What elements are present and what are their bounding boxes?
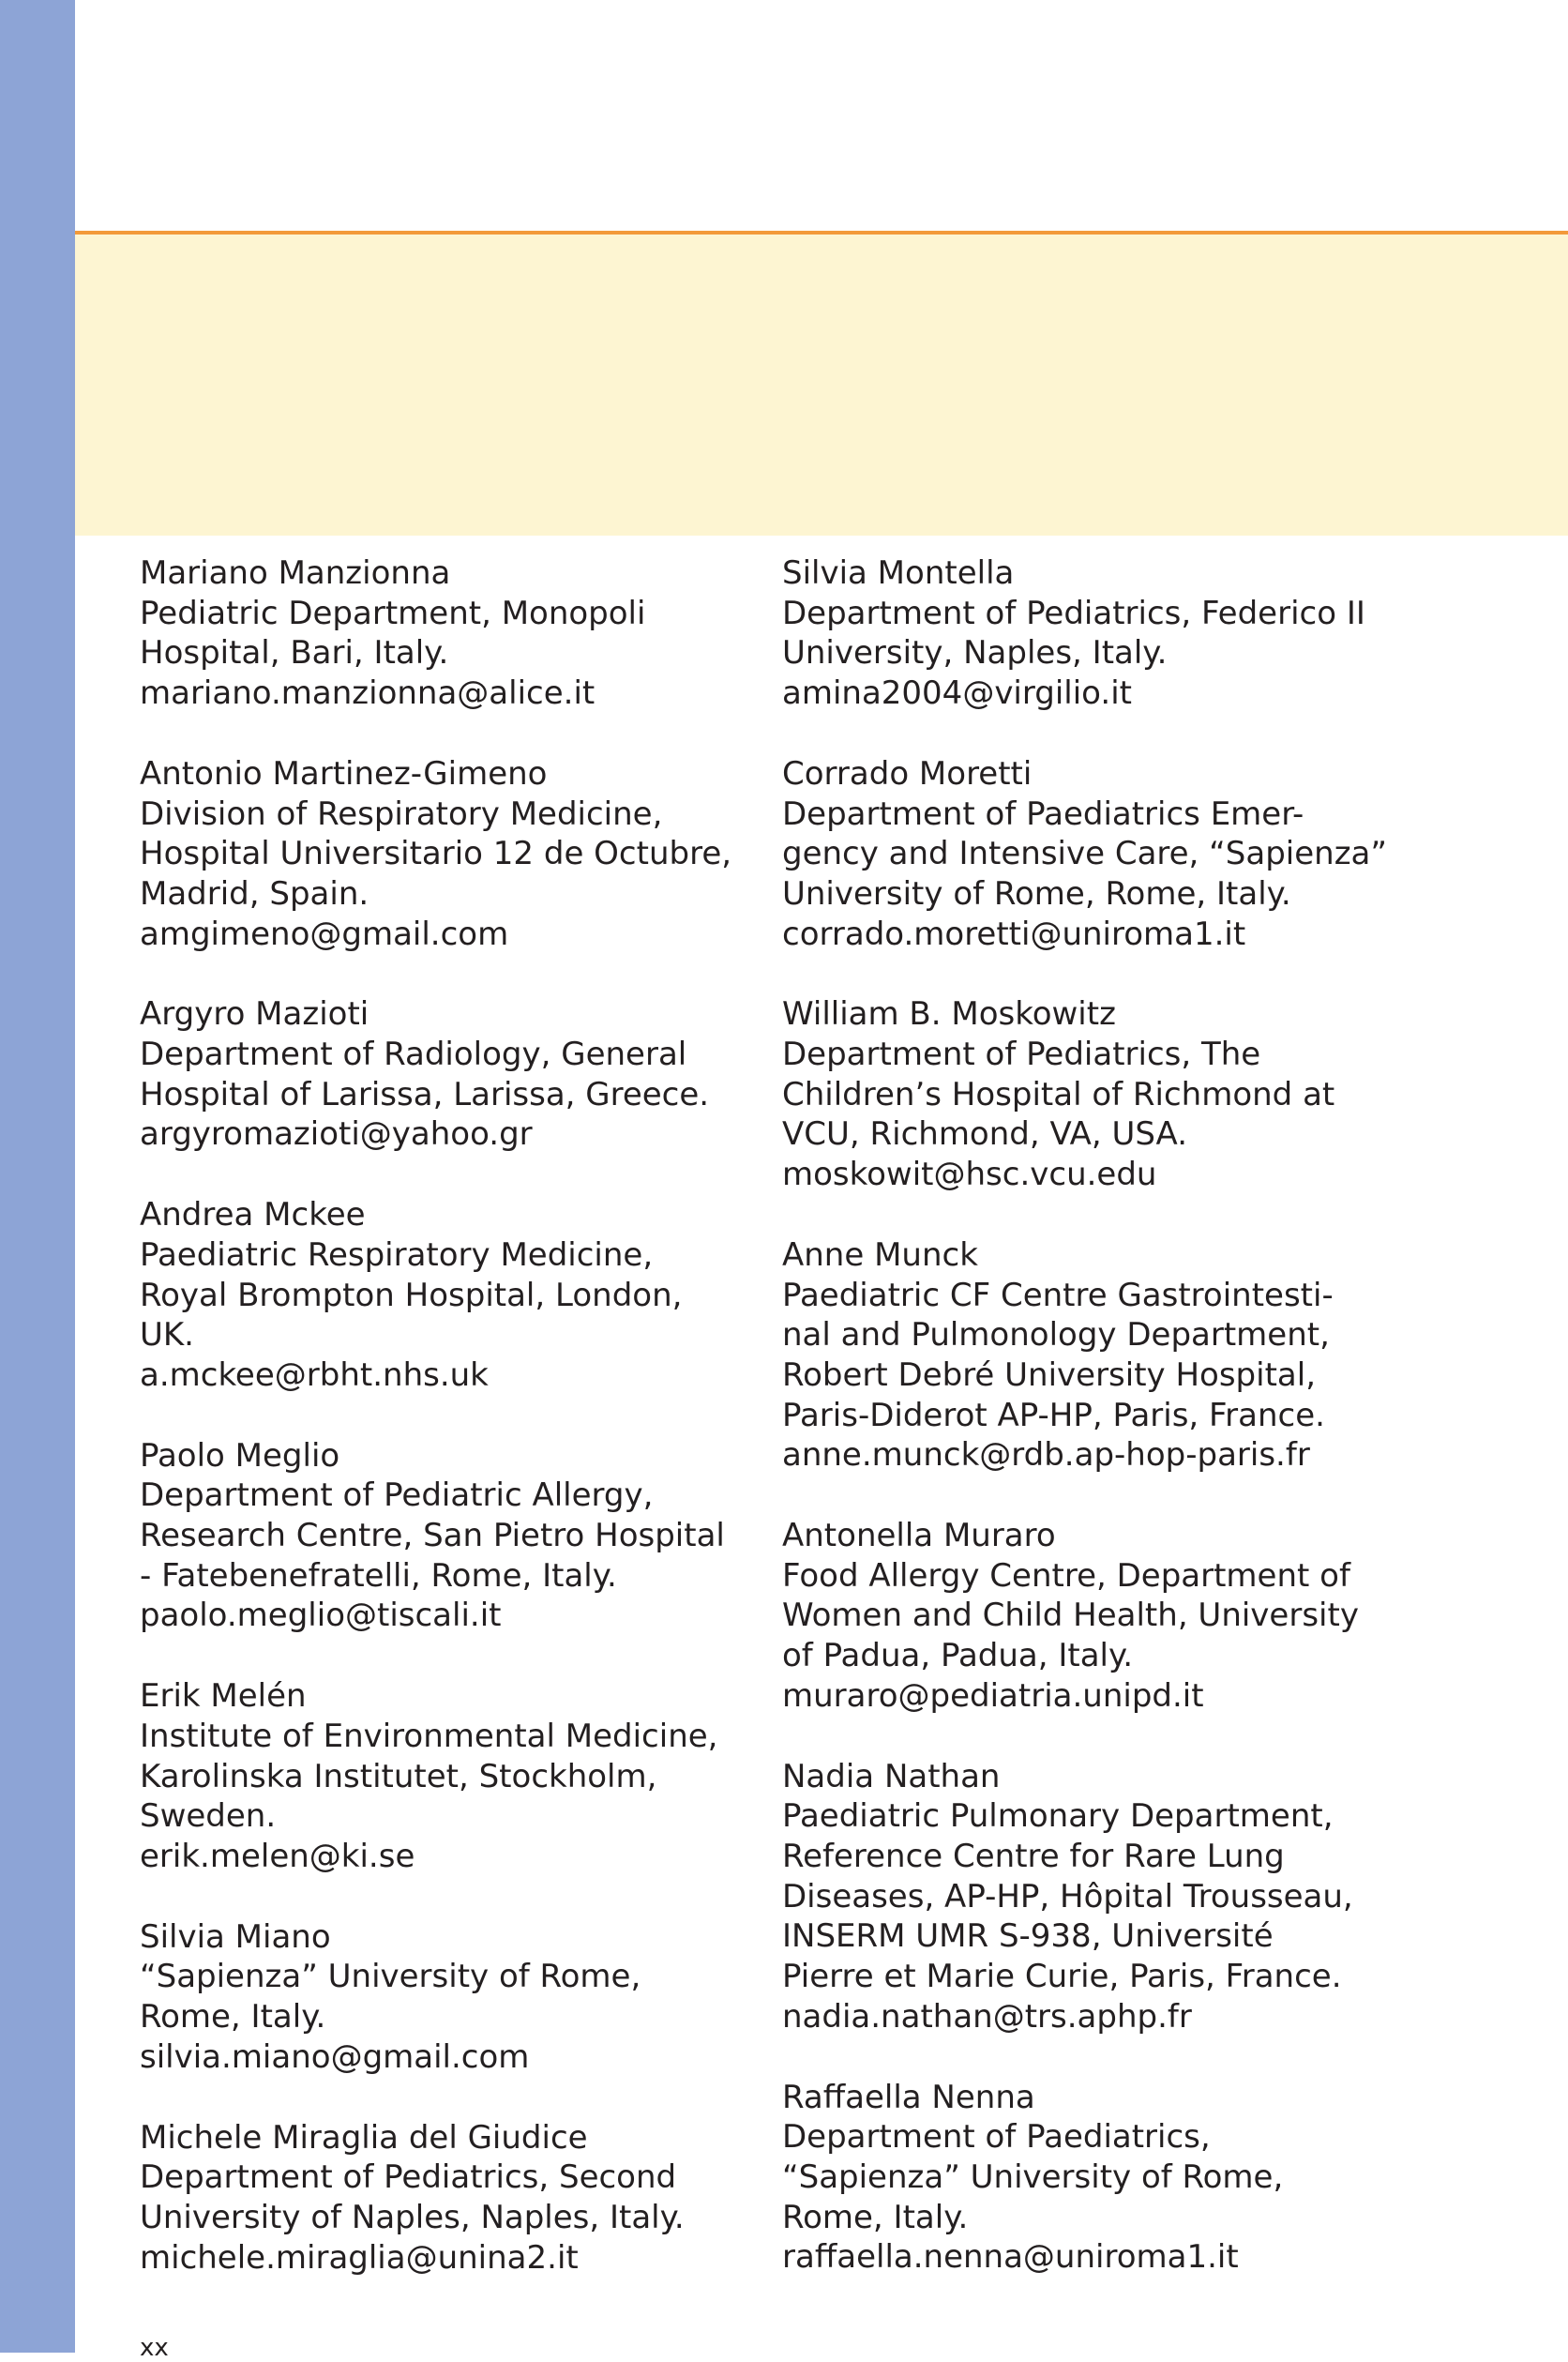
contributor-affiliation: Paediatric CF Centre Gastrointesti-	[782, 1276, 1334, 1314]
contributor-name: Silvia Miano	[140, 1917, 331, 1956]
contributor-email: moskowit@hsc.vcu.edu	[782, 1156, 1157, 1194]
contributor-name: Mariano Manzionna	[140, 554, 451, 592]
header-rule	[75, 231, 1568, 235]
contributor-email: amgimeno@gmail.com	[140, 915, 509, 953]
contributor-affiliation: Division of Respiratory Medicine,	[140, 795, 663, 833]
contributor-entry	[782, 994, 1401, 1195]
contributor-name: Argyro Mazioti	[140, 995, 369, 1034]
side-color-bar	[0, 0, 75, 2353]
contributor-affiliation: “Sapienza” University of Rome,	[140, 1958, 641, 1996]
contributor-name: Nadia Nathan	[782, 1757, 1001, 1795]
contributor-affiliation: Hospital Universitario 12 de Octubre,	[140, 835, 732, 873]
contributor-affiliation: Women and Child Health, University	[782, 1597, 1359, 1635]
contributor-entry	[140, 1195, 759, 1396]
contributor-entry	[140, 1676, 759, 1877]
contributor-affiliation: University of Naples, Naples, Italy.	[140, 2198, 685, 2236]
contributor-entry	[782, 1516, 1401, 1717]
contributor-name: Raffaella Nenna	[782, 2078, 1035, 2116]
contributor-affiliation: Research Centre, San Pietro Hospital	[140, 1517, 725, 1555]
contributor-entry	[782, 1235, 1401, 1476]
contributor-email: a.mckee@rbht.nhs.uk	[140, 1355, 489, 1394]
contributor-entry	[782, 553, 1401, 714]
contributor-name: Antonella Muraro	[782, 1517, 1056, 1555]
header-band	[75, 233, 1568, 536]
contributor-email: raffaella.nenna@uniroma1.it	[782, 2238, 1239, 2277]
page-number: xx	[140, 2334, 169, 2362]
contributor-affiliation: Hospital of Larissa, Larissa, Greece.	[140, 1075, 710, 1113]
contributor-entry	[140, 1436, 759, 1637]
contributor-name: Erik Melén	[140, 1677, 307, 1716]
contributor-entry	[782, 2078, 1401, 2279]
contributor-affiliation: gency and Intensive Care, “Sapienza”	[782, 835, 1387, 873]
contributor-email: paolo.meglio@tiscali.it	[140, 1597, 502, 1635]
contributor-email: argyromazioti@yahoo.gr	[140, 1115, 533, 1154]
contributor-affiliation: Sweden.	[140, 1797, 277, 1836]
contributor-affiliation: Department of Paediatrics Emer-	[782, 795, 1304, 833]
contributor-name: Silvia Montella	[782, 554, 1015, 592]
contributor-name: William B. Moskowitz	[782, 995, 1116, 1034]
contributor-affiliation: Department of Radiology, General	[140, 1036, 687, 1074]
contributor-name: Corrado Moretti	[782, 754, 1033, 793]
contributor-email: nadia.nathan@trs.aphp.fr	[782, 1997, 1192, 2036]
contributor-email: amina2004@virgilio.it	[782, 674, 1132, 713]
contributor-affiliation: Hospital, Bari, Italy.	[140, 634, 449, 673]
contributor-affiliation: Rome, Italy.	[782, 2198, 969, 2236]
contributor-email: erik.melen@ki.se	[140, 1837, 415, 1875]
contributor-affiliation: nal and Pulmonology Department,	[782, 1316, 1330, 1355]
contributor-affiliation: Robert Debré University Hospital,	[782, 1355, 1317, 1394]
contributor-affiliation: INSERM UMR S-938, Université	[782, 1917, 1274, 1956]
contributor-email: silvia.miano@gmail.com	[140, 2037, 530, 2076]
contributor-affiliation: “Sapienza” University of Rome,	[782, 2158, 1284, 2196]
contributor-affiliation: Food Allergy Centre, Department of	[782, 1556, 1350, 1595]
contributor-affiliation: VCU, Richmond, VA, USA.	[782, 1115, 1188, 1154]
contributor-entry	[140, 1917, 759, 2078]
contributor-affiliation: Royal Brompton Hospital, London,	[140, 1276, 683, 1314]
contributor-affiliation: Department of Pediatrics, The	[782, 1036, 1261, 1074]
contributor-affiliation: Department of Paediatrics,	[782, 2118, 1211, 2157]
contributor-entry	[782, 754, 1401, 955]
contributors-column-left	[140, 553, 759, 2318]
contributor-affiliation: Pediatric Department, Monopoli	[140, 594, 646, 632]
contributor-entry	[140, 553, 759, 714]
contributor-name: Andrea Mckee	[140, 1196, 366, 1234]
contributor-affiliation: Paediatric Respiratory Medicine,	[140, 1235, 654, 1274]
contributor-affiliation: Children’s Hospital of Richmond at	[782, 1075, 1335, 1113]
contributor-email: anne.munck@rdb.ap-hop-paris.fr	[782, 1436, 1310, 1475]
contributor-affiliation: Rome, Italy.	[140, 1998, 326, 2036]
contributor-name: Michele Miraglia del Giudice	[140, 2118, 588, 2157]
contributor-affiliation: UK.	[140, 1316, 194, 1355]
contributor-email: muraro@pediatria.unipd.it	[782, 1676, 1204, 1715]
contributor-name: Antonio Martinez-Gimeno	[140, 754, 548, 793]
contributor-email: corrado.moretti@uniroma1.it	[782, 915, 1246, 953]
contributor-entry	[140, 2118, 759, 2279]
contributor-affiliation: Paediatric Pulmonary Department,	[782, 1797, 1334, 1836]
contributor-affiliation: Karolinska Institutet, Stockholm,	[140, 1757, 657, 1795]
contributor-affiliation: Pierre et Marie Curie, Paris, France.	[782, 1958, 1342, 1996]
contributor-affiliation: Paris-Diderot AP-HP, Paris, France.	[782, 1396, 1325, 1434]
contributor-affiliation: Institute of Environmental Medicine,	[140, 1717, 718, 1755]
contributor-affiliation: Department of Pediatrics, Second	[140, 2158, 677, 2197]
contributor-entry	[782, 1757, 1401, 2037]
contributor-affiliation: Madrid, Spain.	[140, 874, 369, 913]
contributor-affiliation: Department of Pediatrics, Federico II	[782, 594, 1365, 632]
contributor-affiliation: - Fatebenefratelli, Rome, Italy.	[140, 1556, 617, 1595]
contributor-affiliation: of Padua, Padua, Italy.	[782, 1637, 1134, 1675]
contributor-entry	[140, 994, 759, 1155]
contributor-affiliation: Department of Pediatric Allergy,	[140, 1476, 654, 1515]
contributor-email: michele.miraglia@unina2.it	[140, 2238, 579, 2277]
contributor-email: mariano.manzionna@alice.it	[140, 674, 596, 713]
contributor-affiliation: University, Naples, Italy.	[782, 634, 1168, 673]
contributor-entry	[140, 754, 759, 955]
contributor-name: Anne Munck	[782, 1235, 978, 1274]
contributor-name: Paolo Meglio	[140, 1436, 340, 1475]
contributors-column-right	[782, 553, 1401, 2318]
contributor-affiliation: Diseases, AP-HP, Hôpital Trousseau,	[782, 1877, 1353, 1915]
contributor-affiliation: Reference Centre for Rare Lung	[782, 1837, 1285, 1875]
contributor-affiliation: University of Rome, Rome, Italy.	[782, 874, 1291, 913]
